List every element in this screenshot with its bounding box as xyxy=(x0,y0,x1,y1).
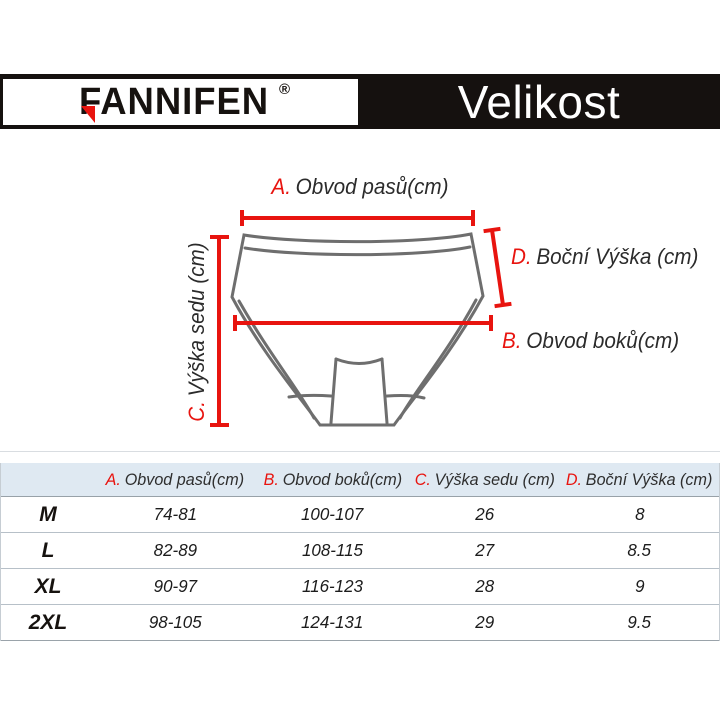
table-row-m xyxy=(1,497,719,533)
size-label: 2XL xyxy=(28,610,68,634)
table-top-divider xyxy=(0,451,720,452)
header-cell-waist: A. Obvod pasů(cm) xyxy=(105,469,245,489)
hip-value: 108-115 xyxy=(301,540,364,560)
brand-logo xyxy=(3,79,358,125)
logo-red-triangle-icon xyxy=(81,106,95,123)
side-height-value: 9 xyxy=(634,576,645,596)
measurement-diagram xyxy=(0,140,720,452)
underwear-body xyxy=(232,234,483,425)
waist-value: 74-81 xyxy=(153,504,197,524)
table-row-l xyxy=(1,533,719,569)
underwear-outline xyxy=(232,234,483,425)
table-header-row xyxy=(1,463,719,497)
label-text-b: Obvod boků(cm) xyxy=(526,328,680,353)
size-table xyxy=(0,451,720,641)
measure-line-d xyxy=(484,229,512,306)
size-label: L xyxy=(41,538,55,562)
label-letter-c: C. xyxy=(184,401,209,422)
brand-logo-text: FANNIFEN xyxy=(79,80,270,123)
header-cell-size xyxy=(1,470,95,490)
label-text-d: Boční Výška (cm) xyxy=(536,244,699,269)
hip-value: 116-123 xyxy=(301,576,364,596)
table-row-xl xyxy=(1,569,719,605)
label-hip-measure xyxy=(502,328,679,354)
label-side-height-measure xyxy=(511,244,698,270)
label-letter-d: D. xyxy=(511,244,532,269)
label-seat-height-measure xyxy=(184,238,210,426)
hip-value: 100-107 xyxy=(301,504,364,524)
brand-logo-inner xyxy=(79,79,290,125)
seat-height-value: 29 xyxy=(475,612,495,632)
size-table-grid xyxy=(0,463,720,641)
waist-value: 90-97 xyxy=(153,576,197,596)
page-title: Velikost xyxy=(457,75,621,128)
measure-line-c xyxy=(210,237,229,425)
registered-trademark-icon: ® xyxy=(279,81,291,98)
brand-header-bar xyxy=(0,74,720,129)
label-text-c: Výška sedu (cm) xyxy=(184,242,209,397)
side-height-value: 8 xyxy=(634,504,645,524)
label-letter-b: B. xyxy=(502,328,522,353)
table-row-2xl xyxy=(1,605,719,641)
label-text-a: Obvod pasů(cm) xyxy=(295,174,449,199)
seat-height-value: 27 xyxy=(475,540,495,560)
seat-height-value: 26 xyxy=(475,504,495,524)
measure-line-a xyxy=(242,210,473,226)
size-label: M xyxy=(39,502,57,526)
header-cell-seat-height: C. Výška sedu (cm) xyxy=(414,469,556,489)
size-label: XL xyxy=(34,574,62,598)
header-cell-side-height: D. Boční Výška (cm) xyxy=(566,469,713,489)
side-height-value: 8.5 xyxy=(627,540,652,560)
header-cell-hip: B. Obvod boků(cm) xyxy=(263,469,402,489)
label-letter-a: A. xyxy=(271,174,291,199)
back-panel-left-edge xyxy=(289,395,331,397)
seat-height-value: 28 xyxy=(475,576,495,596)
waist-value: 82-89 xyxy=(153,540,197,560)
waist-value: 98-105 xyxy=(148,612,202,632)
label-waist-measure xyxy=(22,174,699,200)
hip-value: 124-131 xyxy=(301,612,364,632)
side-height-value: 9.5 xyxy=(627,612,652,632)
